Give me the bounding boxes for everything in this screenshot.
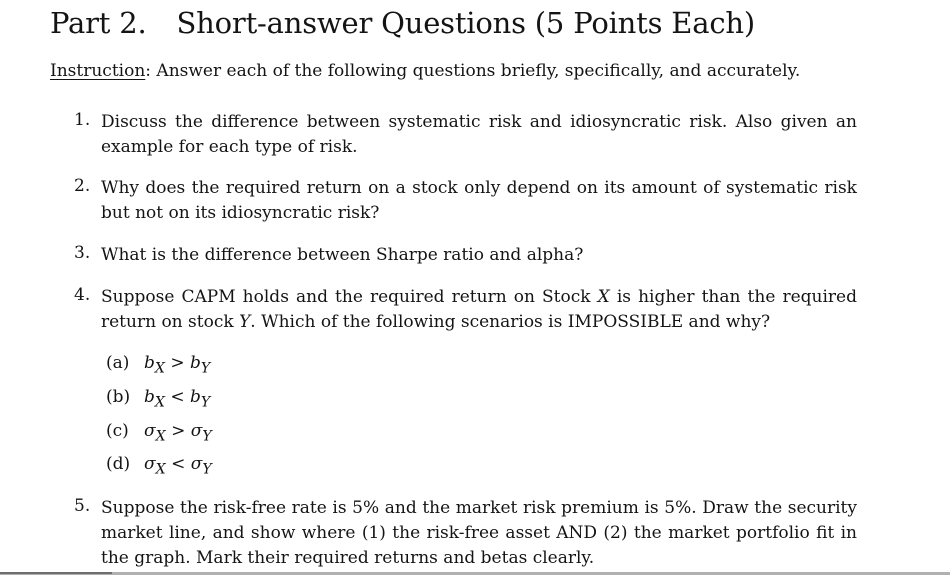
option-lhs-subscript: X [154,360,165,377]
question-text-part: Suppose CAPM holds and the required return on Stock [101,287,598,307]
option-lhs: b [144,387,155,407]
option-rhs-subscript: Y [200,394,211,411]
bottom-divider [0,572,950,575]
question-text: Discuss the difference between systematic risk and idiosyncratic risk. Also given an example for each type of risk. [101,112,857,157]
option-lhs: σ [144,421,156,441]
option-rhs-subscript: Y [202,428,212,445]
option-operator: > [170,353,185,373]
option-operator: < [171,454,186,474]
part-number: Part 2. [50,6,147,40]
option-lhs-subscript: X [154,394,165,411]
option-c [106,421,212,444]
option-label: (c) [106,421,129,441]
option-lhs-subscript: X [155,461,166,478]
question-text: What is the difference between Sharpe ratio and alpha? [101,245,584,265]
option-label: (d) [106,454,131,474]
instruction-text: Answer each of the following questions briefly, specifically, and accurately. [151,61,801,81]
bottom-divider-accent [0,572,112,574]
instruction-label: Instruction [50,61,146,81]
option-rhs: σ [190,454,203,474]
instruction [50,61,800,81]
question-number: 3. [74,243,91,263]
option-lhs: b [144,353,155,373]
option-b [106,387,210,410]
stock-y-variable: Y [239,312,251,332]
option-label: (a) [106,353,130,373]
option-d [106,454,212,477]
instruction-colon: : [145,61,152,81]
question-text [101,285,857,335]
question-text-part: is higher than the required return on stock [101,287,857,332]
option-rhs-subscript: Y [200,360,211,377]
question-number: 1. [74,110,91,130]
stock-x-variable: X [597,287,610,307]
option-rhs: b [190,387,201,407]
option-operator: < [170,387,185,407]
question-number: 2. [74,176,91,196]
question-text-part: . Which of the following scenarios is IMPOSSIBLE and why? [250,312,771,332]
option-rhs: b [190,353,201,373]
part-heading [50,6,755,40]
option-rhs: σ [190,421,203,441]
question-number: 5. [74,496,91,516]
question-number: 4. [74,285,91,305]
question-text: Suppose the risk-free rate is 5% and the market risk premium is 5%. Draw the security market line, and show where (1) the risk-free asset AND (2) the market portfolio fit in the graph. Mark their required returns and betas clearly. [101,498,857,568]
question-text: Why does the required return on a stock only depend on its amount of systematic risk but not on its idiosyncratic risk? [101,178,857,223]
option-rhs-subscript: Y [202,461,212,478]
option-operator: > [171,421,186,441]
part-title: Short-answer Questions (5 Points Each) [176,6,755,40]
option-label: (b) [106,387,131,407]
option-lhs-subscript: X [155,428,166,445]
option-lhs: σ [144,454,156,474]
option-a [106,353,210,376]
